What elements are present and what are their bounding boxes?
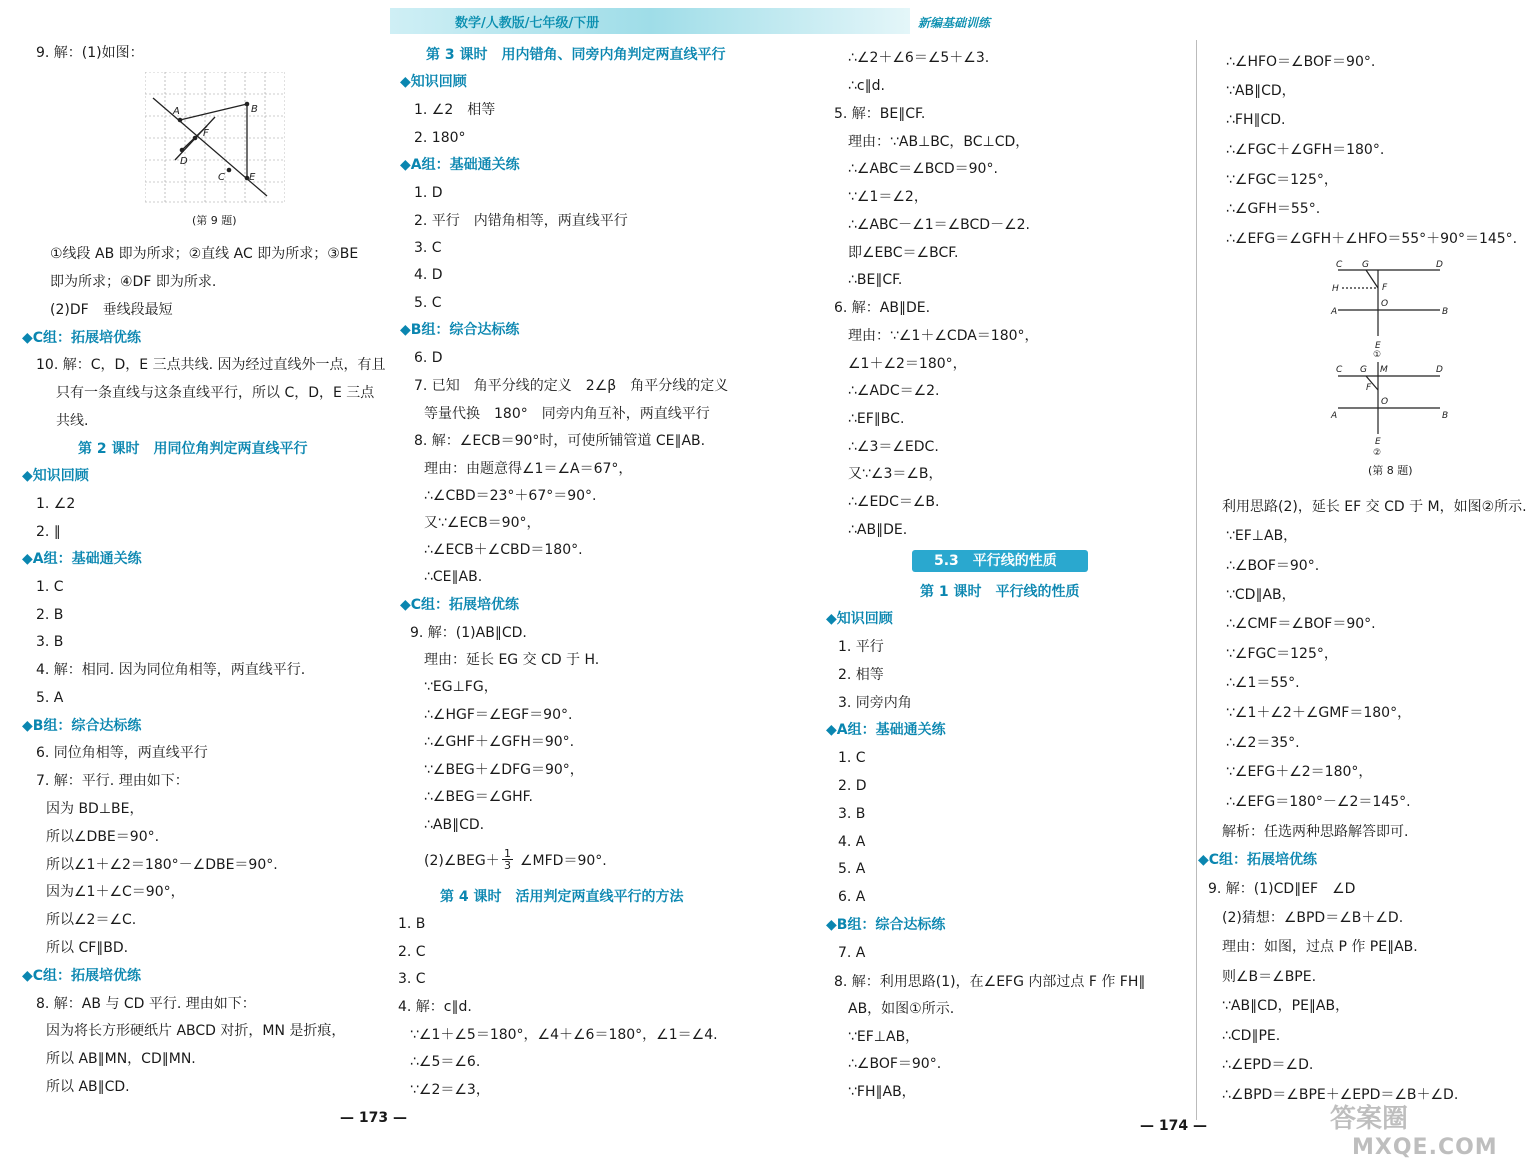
column-1-line: 2. B	[36, 607, 64, 623]
column-3-line: 理由：∵AB⊥BC，BC⊥CD，	[848, 134, 1030, 150]
column-1-line: ◆A组：基础通关练	[22, 551, 142, 567]
column-2-line: ∠MFD＝90°.	[520, 853, 607, 869]
svg-text:E: E	[1375, 341, 1381, 351]
column-2-line: ∴∠GHF＋∠GFH＝90°.	[424, 734, 575, 750]
column-4-line: ∴∠EPD＝∠D.	[1222, 1057, 1314, 1073]
column-3-line: 1. C	[838, 750, 866, 766]
header-title: 数学/人教版/七年级/下册	[455, 16, 600, 31]
page-number-left: — 173 —	[340, 1110, 407, 1126]
column-2-line: 4. 解：c∥d.	[398, 999, 472, 1015]
column-2-line: ∴∠CBD＝23°＋67°＝90°.	[424, 488, 597, 504]
column-2-line: 第 3 课时 用内错角、同旁内角判定两直线平行	[426, 47, 726, 63]
column-2-line: 理由：由题意得∠1＝∠A＝67°，	[424, 461, 633, 477]
column-2-line: 理由：延长 EG 交 CD 于 H.	[424, 652, 600, 668]
column-1-line: ◆B组：综合达标练	[22, 718, 142, 734]
column-3-line: ◆A组：基础通关练	[826, 722, 946, 738]
column-4-line: ∵∠FGC＝125°，	[1226, 172, 1338, 188]
column-1-line: 10. 解：C，D，E 三点共线. 因为经过直线外一点，有且	[36, 357, 386, 373]
column-4-line: 利用思路(2)，延长 EF 交 CD 于 M，如图②所示.	[1222, 499, 1527, 515]
column-4-line: 解析：任选两种思路解答即可.	[1222, 824, 1409, 840]
column-2-line: 3. C	[398, 971, 426, 987]
column-1-line: 所以∠2＝∠C.	[46, 912, 137, 928]
column-1-line: 即为所求；④DF 即为所求.	[50, 274, 217, 290]
column-2-line: 2. C	[398, 944, 426, 960]
svg-text:②: ②	[1373, 448, 1382, 458]
column-2-line: ◆A组：基础通关练	[400, 157, 520, 173]
column-1-line: (2)DF 垂线段最短	[50, 302, 173, 318]
column-2-line: ∴∠BEG＝∠GHF.	[424, 789, 533, 805]
figure-8	[1328, 258, 1448, 462]
column-2-line: 7. 已知 角平分线的定义 2∠β 角平分线的定义	[414, 378, 729, 394]
column-2-line: 第 4 课时 活用判定两直线平行的方法	[440, 889, 684, 905]
column-3-line: 第 1 课时 平行线的性质	[920, 584, 1080, 600]
column-4-line: ∴FH∥CD.	[1226, 112, 1286, 128]
column-2-line: 2. 180°	[414, 130, 466, 146]
fraction-one-third: $\frac{1}{3}$	[504, 847, 511, 872]
column-3-line: ∠1＋∠2＝180°，	[848, 356, 967, 372]
column-3-line: ∴∠ABC－∠1＝∠BCD－∠2.	[848, 217, 1030, 233]
svg-text:E: E	[1375, 437, 1381, 447]
column-3-line: 4. A	[838, 834, 866, 850]
header-series: 新编基础训练	[918, 16, 991, 30]
column-4-line: 9. 解：(1)CD∥EF ∠D	[1208, 881, 1356, 897]
page-number-right: — 174 —	[1140, 1118, 1207, 1134]
svg-text:D: D	[1436, 365, 1443, 375]
svg-text:F: F	[1366, 383, 1372, 393]
column-1-line: 7. 解：平行. 理由如下：	[36, 773, 189, 789]
column-2-line: ◆C组：拓展培优练	[400, 597, 520, 613]
svg-text:A: A	[173, 106, 180, 117]
column-1-line: 所以 AB∥CD.	[46, 1079, 130, 1095]
column-3-line: ∵EF⊥AB，	[848, 1029, 920, 1045]
column-1-line: 1. ∠2	[36, 496, 76, 512]
watermark-logo: 答案圈	[1330, 1104, 1409, 1134]
column-3-line: 8. 解：利用思路(1)，在∠EFG 内部过点 F 作 FH∥	[834, 974, 1146, 990]
svg-text:H: H	[1332, 284, 1339, 294]
page-divider	[1196, 40, 1197, 1120]
column-3-line: 6. A	[838, 889, 866, 905]
column-2-line: 1. ∠2 相等	[414, 102, 496, 118]
column-3-line: 7. A	[838, 945, 866, 961]
svg-text:G: G	[1360, 365, 1367, 375]
column-2-line: (2)∠BEG＋	[424, 853, 500, 869]
column-3-line: ∴∠ADC＝∠2.	[848, 383, 940, 399]
svg-text:D: D	[180, 156, 188, 167]
svg-text:E: E	[249, 172, 256, 183]
column-2-line: ∴CE∥AB.	[424, 569, 483, 585]
svg-text:D: D	[1436, 260, 1443, 270]
column-3-line: 2. D	[838, 778, 867, 794]
column-4-line: ∴∠EFG＝180°－∠2＝145°.	[1226, 794, 1411, 810]
svg-text:A: A	[1331, 307, 1338, 317]
svg-text:①: ①	[1373, 350, 1382, 360]
column-4-line: ∴∠HFO＝∠BOF＝90°.	[1226, 54, 1376, 70]
column-2-line: 8. 解：∠ECB＝90°时，可使所铺管道 CE∥AB.	[414, 433, 706, 449]
column-2-line: ∵EG⊥FG，	[424, 679, 498, 695]
figure-9	[145, 72, 285, 204]
svg-text:B: B	[251, 104, 258, 115]
svg-text:O: O	[1381, 299, 1389, 309]
column-1-line: 共线.	[56, 413, 89, 429]
column-4-line: (2)猜想：∠BPD＝∠B＋∠D.	[1222, 910, 1404, 926]
column-3-line: ∴c∥d.	[848, 78, 885, 94]
column-4-line: ∵AB∥CD，PE∥AB，	[1222, 998, 1350, 1014]
column-4-line: 则∠B＝∠BPE.	[1222, 969, 1317, 985]
column-1-line: 第 2 课时 用同位角判定两直线平行	[78, 441, 308, 457]
column-2-line: 4. D	[414, 267, 443, 283]
column-3-line: 5. A	[838, 861, 866, 877]
column-3-line: ∵∠1＝∠2，	[848, 189, 928, 205]
column-1-line: 9. 解：(1)如图：	[36, 45, 144, 61]
column-1-line: 所以∠1＋∠2＝180°－∠DBE＝90°.	[46, 857, 278, 873]
column-3-line: 理由：∵∠1＋∠CDA＝180°，	[848, 328, 1039, 344]
column-4-line: ◆C组：拓展培优练	[1198, 852, 1318, 868]
column-4-line: ∴∠BOF＝90°.	[1226, 558, 1320, 574]
column-3-line: ∴∠ABC＝∠BCD＝90°.	[848, 161, 998, 177]
column-4-line: ∵∠FGC＝125°，	[1226, 646, 1338, 662]
column-4-line: ∴CD∥PE.	[1222, 1028, 1281, 1044]
column-4-line: ∵∠EFG＋∠2＝180°，	[1226, 764, 1373, 780]
watermark-url: MXQE.COM	[1352, 1135, 1498, 1160]
svg-text:M: M	[1380, 365, 1388, 375]
column-2-line: 6. D	[414, 350, 443, 366]
column-1-line: ◆知识回顾	[22, 468, 89, 484]
column-3-line: ∴EF∥BC.	[848, 411, 905, 427]
column-1-line: 因为将长方形硬纸片 ABCD 对折，MN 是折痕，	[46, 1023, 346, 1039]
column-1-line: 4. 解：相同. 因为同位角相等，两直线平行.	[36, 662, 306, 678]
column-3-line: 3. B	[838, 806, 866, 822]
column-4-line: ∵∠1＋∠2＋∠GMF＝180°，	[1226, 705, 1412, 721]
section-badge: 5.3 平行线的性质	[912, 550, 1088, 572]
column-1-line: 1. C	[36, 579, 64, 595]
column-2-line: 5. C	[414, 295, 442, 311]
column-4-line: ∵EF⊥AB，	[1226, 528, 1298, 544]
column-2-line: ∵∠1＋∠5＝180°，∠4＋∠6＝180°，∠1＝∠4.	[410, 1027, 718, 1043]
figure-8-caption: (第 8 题)	[1368, 464, 1413, 477]
column-4-line: ∴∠2＝35°.	[1226, 735, 1300, 751]
svg-text:F: F	[203, 128, 209, 139]
column-1-line: 2. ∥	[36, 524, 61, 540]
column-2-line: ◆知识回顾	[400, 74, 467, 90]
column-2-line: ∵∠2＝∠3，	[410, 1082, 490, 1098]
column-1-line: 3. B	[36, 634, 64, 650]
column-4-line: ∵CD∥AB，	[1226, 587, 1296, 603]
column-3-line: 即∠EBC＝∠BCF.	[848, 245, 959, 261]
column-3-line: 2. 相等	[838, 667, 884, 683]
svg-text:G: G	[1362, 260, 1369, 270]
column-1-line: ◆C组：拓展培优练	[22, 330, 142, 346]
column-1-line: 所以 AB∥MN，CD∥MN.	[46, 1051, 196, 1067]
svg-text:B: B	[1442, 307, 1448, 317]
column-3-line: ∴∠3＝∠EDC.	[848, 439, 939, 455]
column-4-line: ∴∠EFG＝∠GFH＋∠HFO＝55°＋90°＝145°.	[1226, 231, 1518, 247]
svg-text:A: A	[1331, 411, 1338, 421]
column-4-line: ∴∠CMF＝∠BOF＝90°.	[1226, 616, 1376, 632]
figure-9-caption: (第 9 题)	[192, 214, 237, 227]
svg-text:C: C	[1336, 365, 1343, 375]
column-2-line: 1. B	[398, 916, 426, 932]
column-2-line: 9. 解：(1)AB∥CD.	[410, 625, 527, 641]
column-3-line: 又∵∠3＝∠B，	[848, 466, 943, 482]
column-3-line: ∴∠2＋∠6＝∠5＋∠3.	[848, 50, 990, 66]
column-1-line: 5. A	[36, 690, 64, 706]
column-1-line: 所以 CF∥BD.	[46, 940, 129, 956]
column-2-line: ∵∠BEG＋∠DFG＝90°，	[424, 762, 584, 778]
svg-text:C: C	[1336, 260, 1343, 270]
column-3-line: ∴∠EDC＝∠B.	[848, 494, 940, 510]
column-3-line: AB，如图①所示.	[848, 1001, 955, 1017]
column-4-line: ∵AB∥CD，	[1226, 83, 1296, 99]
column-2-line: ∴∠HGF＝∠EGF＝90°.	[424, 707, 573, 723]
column-3-line: ∴BE∥CF.	[848, 272, 903, 288]
column-4-line: ∴∠GFH＝55°.	[1226, 201, 1321, 217]
svg-text:B: B	[1442, 411, 1448, 421]
column-3-line: ◆B组：综合达标练	[826, 917, 946, 933]
column-2-line: 2. 平行 内错角相等，两直线平行	[414, 213, 628, 229]
column-2-line: 3. C	[414, 240, 442, 256]
column-1-line: 因为 BD⊥BE，	[46, 801, 144, 817]
svg-text:F: F	[1382, 283, 1388, 293]
column-3-line: ∴AB∥DE.	[848, 522, 908, 538]
column-2-line: ∴∠5＝∠6.	[410, 1054, 481, 1070]
column-1-line: ◆C组：拓展培优练	[22, 968, 142, 984]
column-2-line: ∴AB∥CD.	[424, 817, 485, 833]
column-1-line: 所以∠DBE＝90°.	[46, 829, 160, 845]
svg-text:O: O	[1381, 397, 1389, 407]
column-2-line: ◆B组：综合达标练	[400, 322, 520, 338]
column-1-line: 6. 同位角相等，两直线平行	[36, 745, 208, 761]
column-3-line: 5. 解：BE∥CF.	[834, 106, 926, 122]
column-1-line: 因为∠1＋∠C＝90°，	[46, 884, 185, 900]
column-3-line: 1. 平行	[838, 639, 884, 655]
column-4-line: ∴∠FGC＋∠GFH＝180°.	[1226, 142, 1385, 158]
column-2-line: 又∵∠ECB＝90°，	[424, 515, 541, 531]
column-4-line: ∴∠1＝55°.	[1226, 675, 1300, 691]
column-3-line: ∵FH∥AB，	[848, 1084, 916, 1100]
column-3-line: ◆知识回顾	[826, 611, 893, 627]
column-2-line: 1. D	[414, 185, 443, 201]
column-4-line: 理由：如图，过点 P 作 PE∥AB.	[1222, 939, 1418, 955]
column-2-line: 等量代换 180° 同旁内角互补，两直线平行	[424, 406, 710, 422]
column-4-line: ∴∠BPD＝∠BPE＋∠EPD＝∠B＋∠D.	[1222, 1087, 1459, 1103]
column-3-line: ∴∠BOF＝90°.	[848, 1056, 942, 1072]
column-3-line: 6. 解：AB∥DE.	[834, 300, 931, 316]
column-1-line: 只有一条直线与这条直线平行，所以 C，D，E 三点	[56, 385, 375, 401]
column-2-line: ∴∠ECB＋∠CBD＝180°.	[424, 542, 583, 558]
column-1-line: ①线段 AB 即为所求；②直线 AC 即为所求；③BE	[50, 246, 359, 262]
svg-text:C: C	[218, 172, 225, 183]
column-3-line: 3. 同旁内角	[838, 695, 912, 711]
column-1-line: 8. 解：AB 与 CD 平行. 理由如下：	[36, 996, 256, 1012]
